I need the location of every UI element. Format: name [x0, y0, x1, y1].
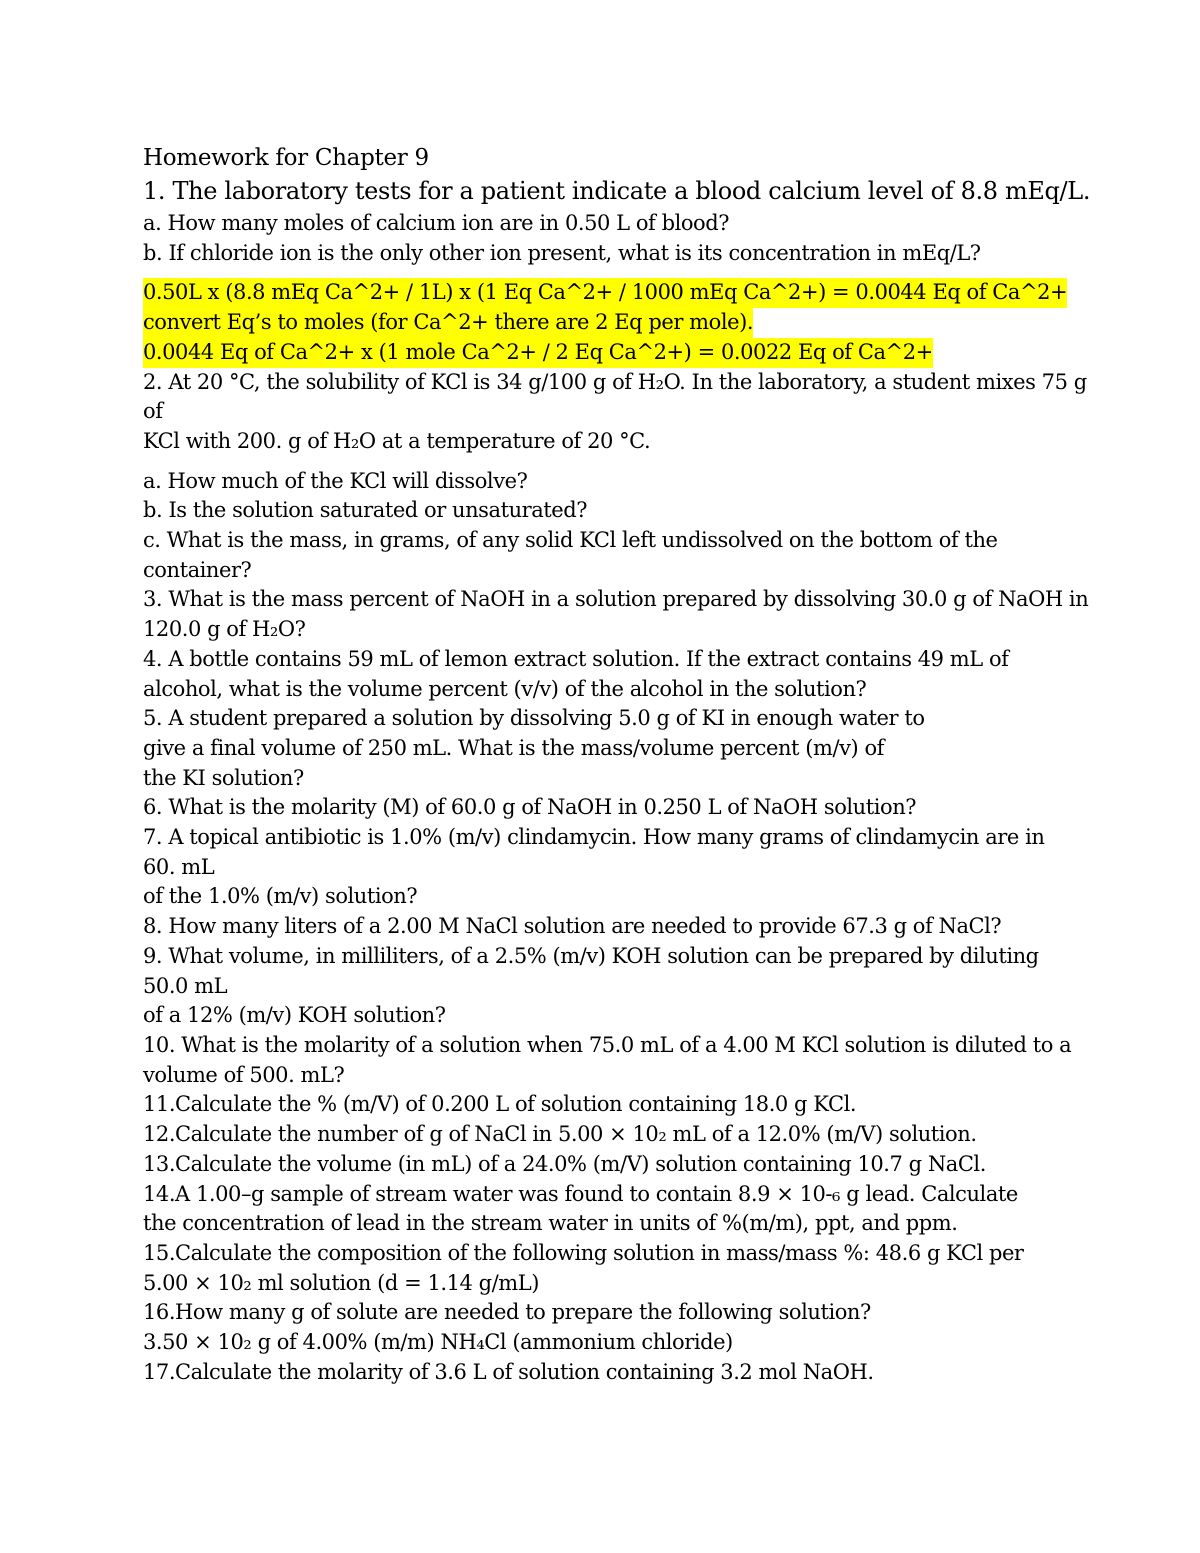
question-2b: b. Is the solution saturated or unsaturated? [143, 498, 588, 523]
answer-line-1: 0.50L x (8.8 mEq Ca^2+ / 1L) x (1 Eq Ca^2+ / 1000 mEq Ca^2+) = 0.0044 Eq of Ca^2+ [143, 278, 1067, 308]
question-9-line-1: 9. What volume, in milliliters, of a 2.5% (m/v) KOH solution can be prepared by diluting [143, 943, 1039, 968]
question-2a: a. How much of the KCl will dissolve? [143, 468, 528, 493]
question-2c-line-2: container? [143, 557, 252, 582]
question-10-line-1: 10. What is the molarity of a solution when 75.0 mL of a 4.00 M KCl solution is diluted to a [143, 1032, 1072, 1057]
question-3-line-2: 120.0 g of H₂O? [143, 617, 306, 642]
question-2-line-3: KCl with 200. g of H₂O at a temperature of 20 °C. [143, 428, 651, 453]
question-15-line-2: 5.00 × 10₂ ml solution (d = 1.14 g/mL) [143, 1270, 539, 1295]
question-3-line-1: 3. What is the mass percent of NaOH in a solution prepared by dissolving 30.0 g of NaOH in [143, 587, 1089, 612]
question-9-line-2: 50.0 mL [143, 973, 228, 998]
question-7-line-1: 7. A topical antibiotic is 1.0% (m/v) clindamycin. How many grams of clindamycin are in [143, 825, 1045, 850]
question-5-line-1: 5. A student prepared a solution by dissolving 5.0 g of KI in enough water to [143, 706, 925, 731]
question-14-line-2: the concentration of lead in the stream water in units of %(m/m), ppt, and ppm. [143, 1211, 958, 1236]
question-14-line-1: 14.A 1.00–g sample of stream water was found to contain 8.9 × 10-₆ g lead. Calculate [143, 1181, 1018, 1206]
question-8: 8. How many liters of a 2.00 M NaCl solution are needed to provide 67.3 g of NaCl? [143, 914, 1002, 939]
question-17: 17.Calculate the molarity of 3.6 L of solution containing 3.2 mol NaOH. [143, 1359, 874, 1384]
document-title: Homework for Chapter 9 [143, 145, 429, 171]
question-5-line-3: the KI solution? [143, 765, 304, 790]
question-6: 6. What is the molarity (M) of 60.0 g of NaOH in 0.250 L of NaOH solution? [143, 795, 917, 820]
question-10-line-2: volume of 500. mL? [143, 1062, 345, 1087]
question-12: 12.Calculate the number of g of NaCl in 5.00 × 10₂ mL of a 12.0% (m/V) solution. [143, 1122, 977, 1147]
question-1a: a. How many moles of calcium ion are in 0.50 L of blood? [143, 211, 730, 235]
question-2c-line-1: c. What is the mass, in grams, of any solid KCl left undissolved on the bottom of the [143, 528, 998, 553]
question-2-line-2: of [143, 399, 163, 424]
document-page [143, 142, 1103, 1387]
question-4-line-2: alcohol, what is the volume percent (v/v) of the alcohol in the solution? [143, 676, 867, 701]
question-4-line-1: 4. A bottle contains 59 mL of lemon extract solution. If the extract contains 49 mL of [143, 646, 1009, 671]
question-9-line-3: of a 12% (m/v) KOH solution? [143, 1003, 446, 1028]
question-1b: b. If chloride ion is the only other ion present, what is its concentration in mEq/L? [143, 240, 981, 265]
question-13: 13.Calculate the volume (in mL) of a 24.0% (m/V) solution containing 10.7 g NaCl. [143, 1151, 986, 1176]
question-7-line-3: of the 1.0% (m/v) solution? [143, 884, 418, 909]
answer-line-2: convert Eq’s to moles (for Ca^2+ there are 2 Eq per mole). [143, 308, 753, 338]
question-15-line-1: 15.Calculate the composition of the following solution in mass/mass %: 48.6 g KCl per [143, 1240, 1024, 1265]
question-7-line-2: 60. mL [143, 854, 215, 879]
highlighted-answer [143, 278, 1103, 367]
question-5-line-2: give a final volume of 250 mL. What is the mass/volume percent (m/v) of [143, 735, 884, 760]
question-16-line-1: 16.How many g of solute are needed to prepare the following solution? [143, 1300, 871, 1325]
question-1-stem: 1. The laboratory tests for a patient indicate a blood calcium level of 8.8 mEq/L. [143, 177, 1091, 205]
answer-line-3: 0.0044 Eq of Ca^2+ x (1 mole Ca^2+ / 2 Eq Ca^2+) = 0.0022 Eq of Ca^2+ [143, 338, 933, 368]
question-16-line-2: 3.50 × 10₂ g of 4.00% (m/m) NH₄Cl (ammonium chloride) [143, 1330, 733, 1355]
question-2-line-1: 2. At 20 °C, the solubility of KCl is 34 g/100 g of H₂O. In the laboratory, a student mixes 75 g [143, 369, 1087, 394]
question-11: 11.Calculate the % (m/V) of 0.200 L of solution containing 18.0 g KCl. [143, 1092, 857, 1117]
